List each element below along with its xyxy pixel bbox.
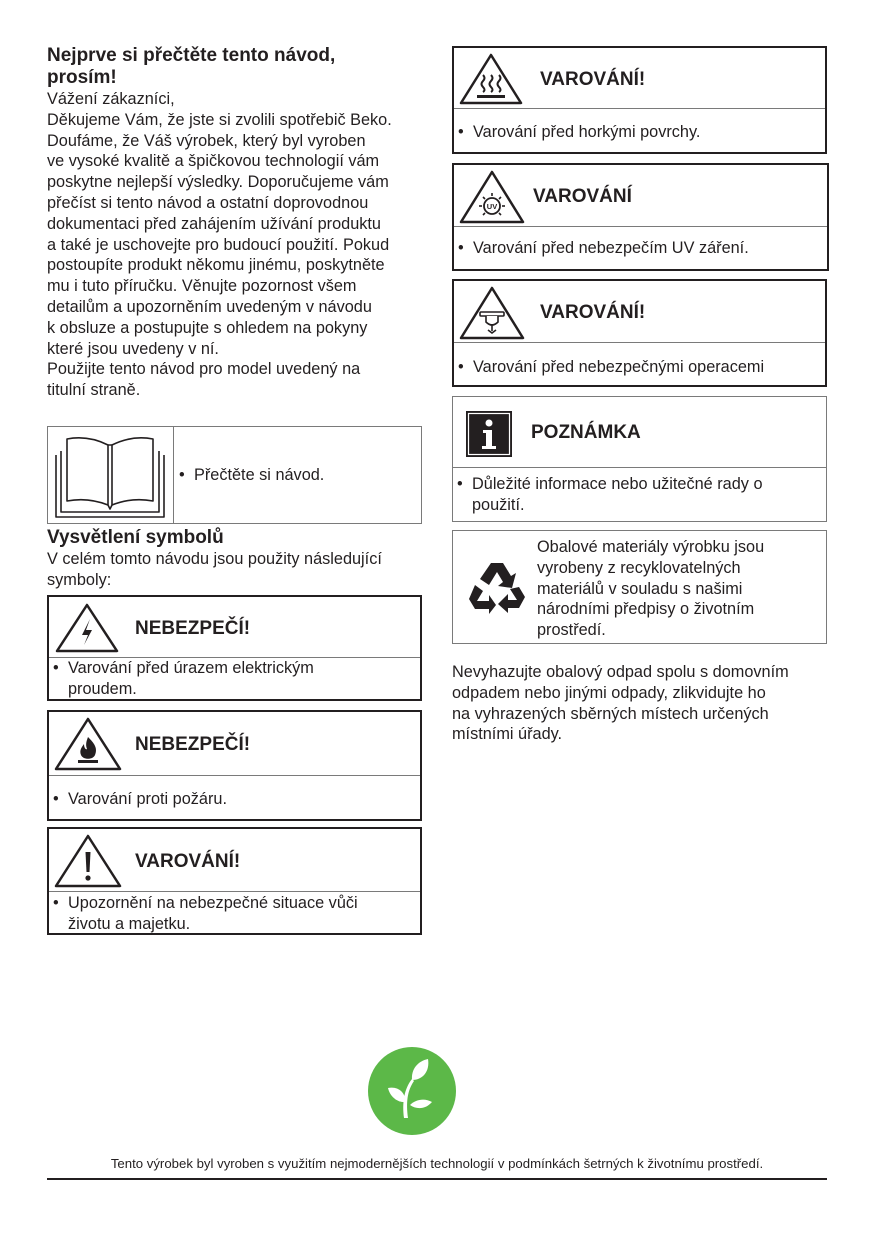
symbols-title: Vysvětlení symbolů <box>47 527 224 548</box>
warning-general-box <box>47 827 422 935</box>
disposal-text: Nevyhazujte obalový odpad spolu s domovním odpadem nebo jinými odpady, zlikvidujte ho na vyhrazených sběrných místech určených místními úřady. <box>452 663 789 744</box>
warning-uv-title: VAROVÁNÍ <box>533 186 632 207</box>
warning-general-header <box>49 829 420 892</box>
read-manual-bullet: • Přečtěte si návod. <box>178 465 413 486</box>
warning-operations-box <box>452 279 827 387</box>
danger-electric-title: NEBEZPEČÍ! <box>135 618 251 639</box>
warning-hot-box <box>452 46 827 154</box>
recycle-text: Obalové materiály výrobku jsou vyrobeny z recyklovatelných materiálů v souladu s našimi národními předpisy o životním prostředí. <box>537 538 765 640</box>
uv-radiation-icon <box>459 170 525 224</box>
warning-uv-header <box>454 165 827 227</box>
electric-hazard-icon <box>55 603 119 653</box>
footer-text: Tento výrobek byl vyroben s využitím nejmodernějších technologií v podmínkách šetrných k životnímu prostředí. <box>110 1156 764 1171</box>
warning-hot-title: VAROVÁNÍ! <box>540 69 646 90</box>
note-box <box>452 396 827 522</box>
warning-uv-text: • Varování před nebezpečím UV záření. <box>457 238 817 259</box>
warning-operations-text: • Varování před nebezpečnými operacemi <box>457 357 817 378</box>
recycle-box <box>452 530 827 644</box>
open-book-icon <box>48 427 173 523</box>
danger-electric-text: • Varování před úrazem elektrickým proudem. <box>52 658 412 700</box>
danger-electric-box <box>47 595 422 701</box>
warning-general-text: • Upozornění na nebezpečné situace vůči životu a majetku. <box>52 893 412 935</box>
warning-uv-box <box>452 163 829 271</box>
danger-fire-title: NEBEZPEČÍ! <box>135 734 251 755</box>
warning-general-title: VAROVÁNÍ! <box>135 851 241 872</box>
symbols-intro: V celém tomto návodu jsou použity následující symboly: <box>47 550 382 589</box>
note-header <box>453 397 826 468</box>
svg-text:UV: UV <box>486 202 498 211</box>
read-manual-box <box>47 426 422 524</box>
eco-leaf-icon <box>368 1047 456 1135</box>
note-title: POZNÁMKA <box>531 422 641 443</box>
warning-hot-text: • Varování před horkými povrchy. <box>457 122 817 143</box>
warning-operations-title: VAROVÁNÍ! <box>540 302 646 323</box>
warning-operations-header <box>454 281 825 343</box>
read-manual-icon-cell <box>48 427 174 523</box>
danger-fire-box <box>47 710 422 821</box>
note-text: • Důležité informace nebo užitečné rady o použití. <box>456 474 816 516</box>
hot-surface-icon <box>459 53 523 105</box>
recycle-icon <box>467 561 527 617</box>
info-icon <box>466 411 512 457</box>
intro-title: Nejprve si přečtěte tento návod, prosím! <box>47 45 336 88</box>
dangerous-operation-icon <box>459 286 525 340</box>
danger-fire-header <box>49 712 420 776</box>
fire-hazard-icon <box>54 717 122 771</box>
exclamation-warning-icon <box>54 834 122 888</box>
footer-divider <box>47 1178 827 1180</box>
warning-hot-header <box>454 48 825 109</box>
intro-text: Vážení zákazníci, Děkujeme Vám, že jste si zvolili spotřebič Beko. Doufáme, že Váš výrobek, který byl vyroben ve vysoké kvalitě a špičkovou technologií vám poskytne nejlepší výsledky. Doporučujeme vám přečíst si tento návod a ostatní doprovodnou dokumentaci před zahájením užívání produktu a také je uschovejte pro budoucí použití. Pokud postoupíte produkt někomu jinému, poskytněte mu i tuto příručku. Věnujte pozornost všem detailům a upozorněním uvedeným v návodu k obsluze a postupujte s ohledem na pokyny které jsou uvedeny v ní. Použijte tento návod pro model uvedený na titulní straně. <box>47 90 392 400</box>
danger-fire-text: • Varování proti požáru. <box>52 789 412 810</box>
danger-electric-header <box>49 597 420 658</box>
